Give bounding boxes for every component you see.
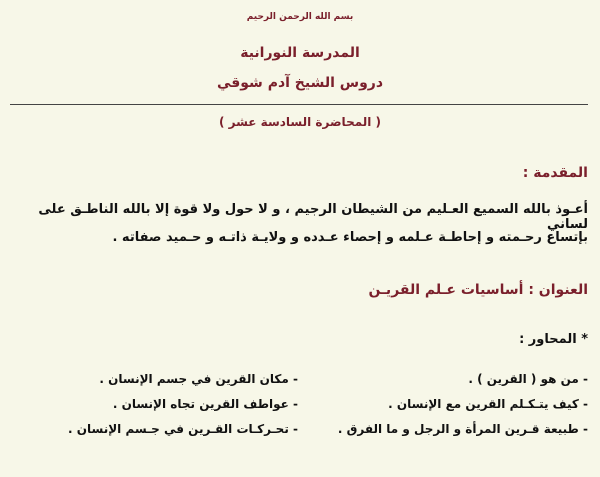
lecture-title: ( المحاضرة السادسة عشر ) xyxy=(218,115,382,129)
axis-item: - تحـركـات القـرين في جـسم الإنسان . xyxy=(68,422,298,436)
series-title: دروس الشيخ آدم شوقي xyxy=(216,75,384,91)
topic-heading: العنوان : أساسيات عـلم القريـن xyxy=(368,282,588,298)
intro-heading: المقدمة : xyxy=(522,165,588,181)
axis-item: - عواطف القرين تجاه الإنسان . xyxy=(112,397,298,411)
axis-item: - مكان القرين في جسم الإنسان . xyxy=(99,372,298,386)
axis-item: - طبيعة قـرين المرأة و الرجل و ما الفرق . xyxy=(337,422,588,436)
school-title: المدرسة النورانية xyxy=(240,45,360,61)
axes-list xyxy=(12,372,588,436)
axis-item: - كيف يتـكـلم القرين مع الإنسان . xyxy=(388,397,588,411)
axis-item: - من هو ( القرين ) . xyxy=(468,372,588,386)
intro-line-1: أعـوذ بالله السميع العـليم من الشيطان الرجيم ، و لا حول ولا قوة إلا بالله الناطـق على لساني xyxy=(38,202,588,232)
intro-line-2: بإتساع رحـمته و إحاطـة عـلمه و إحصاء عـدده و ولايـة ذاتـه و حـميد صفاته . xyxy=(112,230,588,245)
divider xyxy=(10,104,588,105)
basmala: بسم الله الرحمن الرحيم xyxy=(246,12,354,22)
axes-heading: * المحاور : xyxy=(519,332,588,347)
